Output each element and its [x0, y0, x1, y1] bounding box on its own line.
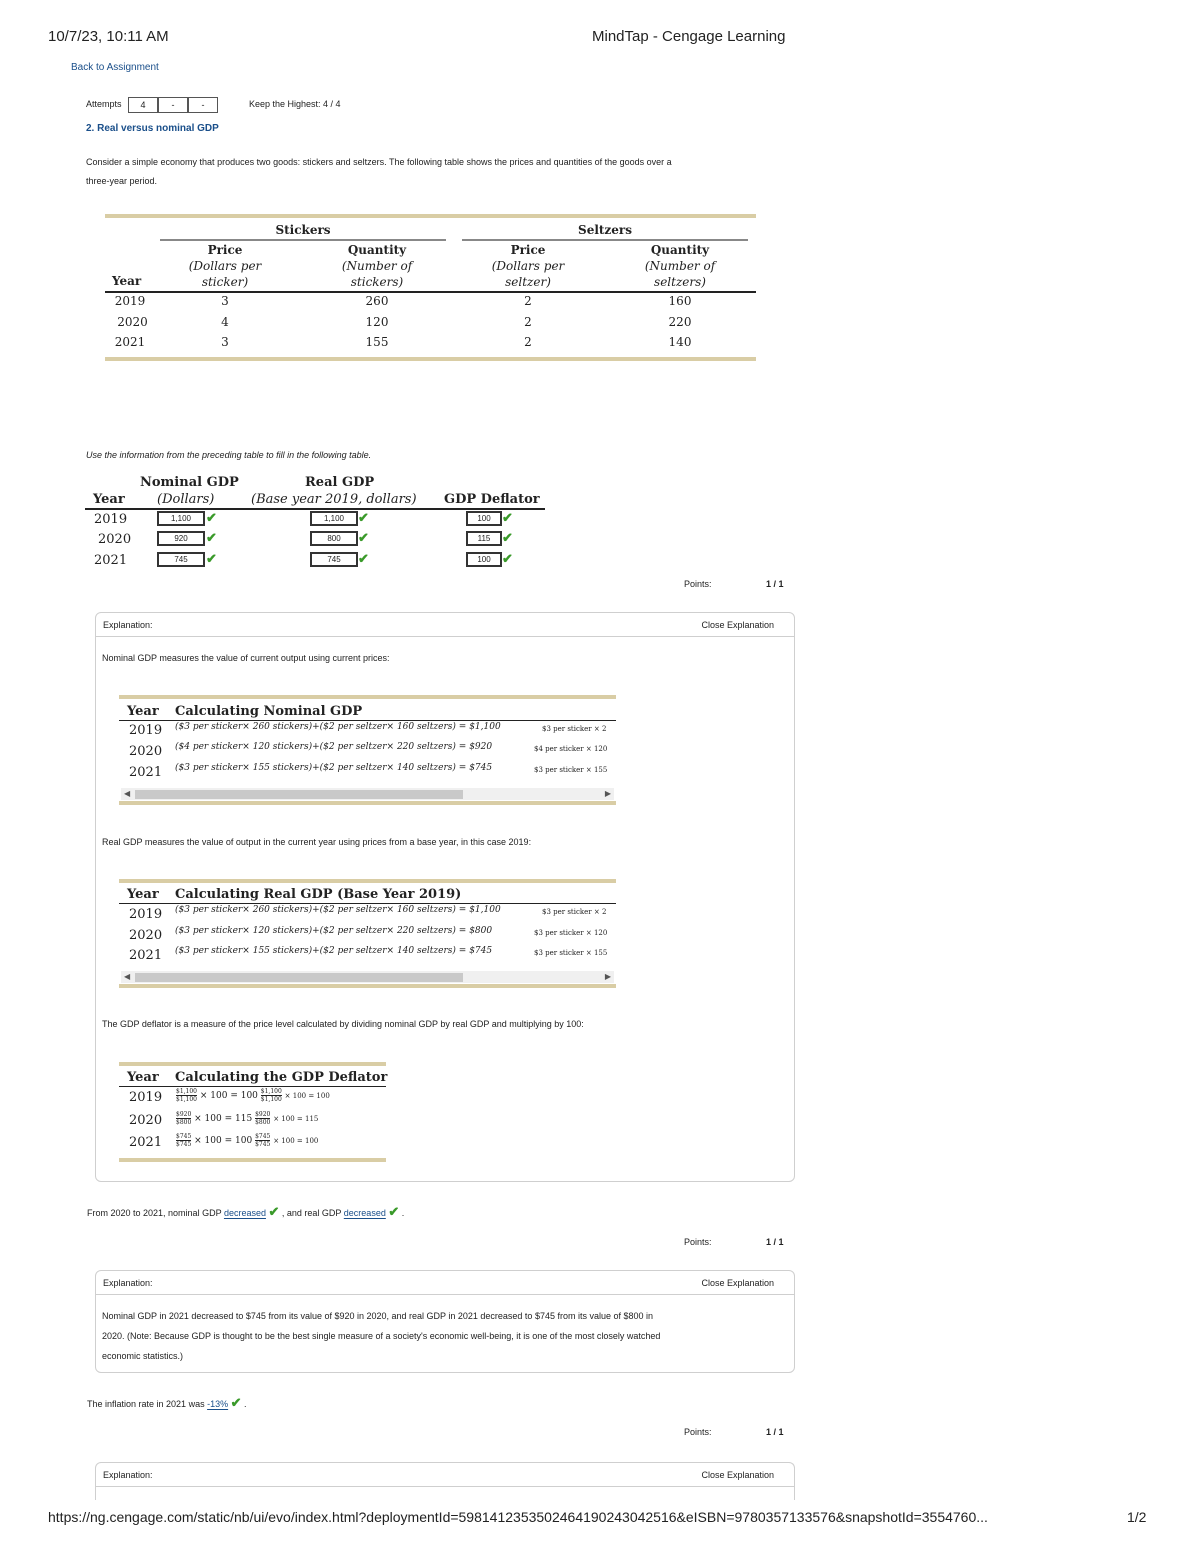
calc-year: 2020: [129, 1113, 163, 1128]
calc-overflow: $3 per sticker × 155: [534, 949, 608, 957]
col-sticker-qty: [317, 242, 437, 290]
table-bottom-rule: [119, 801, 616, 805]
points-label: Points:: [684, 1427, 712, 1437]
real-explanation-text: Real GDP measures the value of output in the current year using prices from a base year, in this case 2019:: [102, 837, 532, 847]
explanation-line: 2020. (Note: Because GDP is thought to be the best single measure of a society's economic well-being, it is one of the most closely watched: [102, 1331, 661, 1341]
table-bottom-rule: [105, 357, 756, 361]
calc-overflow: $3 per sticker × 2: [542, 908, 607, 916]
denominator: $800: [255, 1119, 271, 1126]
explanation-header: [96, 1463, 794, 1487]
table-top-rule: [119, 1062, 386, 1066]
col-real-sub: (Base year 2019, dollars): [251, 492, 417, 507]
col-unit: (Dollars per: [188, 259, 262, 273]
intro-text: [86, 153, 796, 191]
correct-check-icon: ✔: [388, 1204, 400, 1219]
calc-year: 2019: [129, 907, 163, 922]
keep-highest-label: Keep the Highest: 4 / 4: [249, 99, 341, 109]
calc-overflow: $4 per sticker × 120: [534, 745, 608, 753]
header-rule: [119, 720, 616, 721]
col-unit: (Number of: [341, 259, 413, 273]
calc-col-year: Year: [127, 1070, 159, 1085]
col-seltzer-price: [468, 242, 588, 290]
explanation-label: Explanation:: [103, 1278, 153, 1288]
numerator: $920: [255, 1111, 271, 1118]
correct-check-icon: ✔: [358, 552, 369, 567]
q3-prefix: The inflation rate in 2021 was: [87, 1399, 205, 1409]
group-underline: [462, 239, 748, 241]
q3-suffix: .: [244, 1399, 247, 1409]
correct-check-icon: ✔: [230, 1395, 242, 1410]
calc-year: 2019: [129, 723, 163, 738]
page-title: MindTap - Cengage Learning: [592, 28, 786, 45]
numerator: $745: [255, 1133, 271, 1140]
explanation-header: [96, 1271, 794, 1295]
footer-url: https://ng.cengage.com/static/nb/ui/evo/index.html?deploymentId=5981412353502464190243042516&eISBN=9780357133576&snapshotId=3554760...: [48, 1509, 988, 1525]
calc-formula: ($3 per sticker× 155 stickers)+($2 per seltzer× 140 seltzers) = $745: [175, 946, 493, 956]
correct-check-icon: ✔: [206, 552, 217, 567]
cell-seltzer-qty: 160: [668, 294, 692, 308]
correct-check-icon: ✔: [502, 552, 513, 567]
q2-prefix: From 2020 to 2021, nominal GDP: [87, 1208, 222, 1218]
deflator-result: × 100 = 100: [199, 1091, 258, 1101]
horizontal-scrollbar[interactable]: [121, 788, 614, 800]
explanation-panel: [95, 1270, 795, 1373]
real-gdp-input[interactable]: 800: [310, 531, 358, 546]
col-title: Price: [510, 243, 546, 257]
numerator: $920: [176, 1111, 192, 1118]
deflator-formula: [176, 1133, 318, 1148]
attempts-boxes: [128, 97, 218, 113]
calc-year: 2019: [129, 1090, 163, 1105]
col-sticker-price: [165, 242, 285, 290]
fraction: [261, 1088, 282, 1103]
calc-formula: ($4 per sticker× 120 stickers)+($2 per seltzer× 220 seltzers) = $920: [175, 742, 493, 752]
col-year: Year: [112, 274, 142, 288]
cell-seltzer-qty: 220: [668, 315, 692, 329]
header-rule: [105, 291, 756, 293]
gdp-deflator-input[interactable]: 100: [466, 511, 502, 526]
attempts-label: Attempts: [86, 99, 122, 109]
real-gdp-input[interactable]: 745: [310, 552, 358, 567]
cell-sticker-qty: 155: [365, 335, 389, 349]
deflator-result-dup: × 100 = 100: [273, 1137, 319, 1145]
group-underline: [160, 239, 446, 241]
col-title: Quantity: [650, 243, 710, 257]
attempt-box: -: [158, 97, 188, 113]
cell-sticker-price: 3: [221, 335, 229, 349]
col-unit: stickers): [350, 275, 404, 289]
group-header-seltzers: Seltzers: [578, 223, 632, 237]
cell-sticker-qty: 120: [365, 315, 389, 329]
col-unit: seltzer): [505, 275, 551, 289]
col-unit: (Number of: [644, 259, 716, 273]
calc-formula: ($3 per sticker× 120 stickers)+($2 per seltzer× 220 seltzers) = $800: [175, 926, 493, 936]
fraction: [255, 1133, 270, 1148]
scroll-thumb[interactable]: [135, 790, 463, 799]
intro-line: Consider a simple economy that produces two goods: stickers and seltzers. The following table shows the prices and quantities of the goods over a: [86, 157, 672, 167]
explanation-label: Explanation:: [103, 620, 153, 630]
calc-formula: ($3 per sticker× 260 stickers)+($2 per seltzer× 160 seltzers) = $1,100: [175, 905, 501, 915]
calc-col-title: Calculating the GDP Deflator: [175, 1070, 388, 1085]
calc-overflow: $3 per sticker × 155: [534, 766, 608, 774]
correct-check-icon: ✔: [502, 511, 513, 526]
scroll-thumb[interactable]: [135, 973, 463, 982]
correct-check-icon: ✔: [358, 511, 369, 526]
points-label: Points:: [684, 579, 712, 589]
col-deflator-head: GDP Deflator: [444, 492, 540, 507]
table-bottom-rule: [119, 1158, 386, 1162]
horizontal-scrollbar[interactable]: [121, 971, 614, 983]
calc-year: 2020: [129, 744, 163, 759]
deflator-formula: [176, 1111, 318, 1126]
explanation-line: Nominal GDP in 2021 decreased to $745 from its value of $920 in 2020, and real GDP in 2021 decreased to $745 from its value of $800 in: [102, 1311, 654, 1321]
cell-year: 2021: [114, 335, 146, 349]
col-seltzer-qty: [620, 242, 740, 290]
deflator-result-dup: × 100 = 100: [284, 1092, 330, 1100]
close-explanation-link[interactable]: Close Explanation: [701, 1470, 774, 1480]
explanation-body: [102, 1306, 787, 1366]
cell-seltzer-price: 2: [524, 335, 532, 349]
correct-check-icon: ✔: [206, 511, 217, 526]
deflator-result: × 100 = 100: [194, 1136, 253, 1146]
numerator: $1,100: [176, 1088, 197, 1095]
explanation-line: economic statistics.): [102, 1351, 184, 1361]
cell-sticker-qty: 260: [365, 294, 389, 308]
intro-line: three-year period.: [86, 176, 158, 186]
scroll-left-icon[interactable]: ◀: [124, 789, 131, 798]
fraction: [176, 1088, 197, 1103]
explanation-label: Explanation:: [103, 1470, 153, 1480]
denominator: $745: [255, 1141, 271, 1148]
row-year: 2019: [94, 512, 128, 527]
calc-year: 2021: [129, 1135, 163, 1150]
table-top-rule: [105, 214, 756, 218]
calc-col-title: Calculating Nominal GDP: [175, 704, 363, 719]
deflator-result-dup: × 100 = 115: [273, 1115, 319, 1123]
points-value: 1 / 1: [766, 1427, 784, 1437]
cell-year: 2020: [117, 315, 148, 329]
col-nominal-sub: (Dollars): [157, 492, 215, 507]
group-header-stickers: Stickers: [275, 223, 331, 237]
numerator: $745: [176, 1133, 192, 1140]
nominal-gdp-input[interactable]: 920: [157, 531, 205, 546]
row-year: 2021: [94, 553, 128, 568]
col-unit: (Dollars per: [491, 259, 565, 273]
real-gdp-dropdown[interactable]: decreased: [343, 1208, 386, 1218]
calc-formula: ($3 per sticker× 155 stickers)+($2 per seltzer× 140 seltzers) = $745: [175, 763, 493, 773]
scroll-right-icon[interactable]: ▶: [604, 972, 611, 981]
col-unit: sticker): [201, 275, 249, 289]
cell-seltzer-qty: 140: [668, 335, 692, 349]
calc-year: 2020: [129, 928, 163, 943]
cell-sticker-price: 4: [221, 315, 229, 329]
attempt-box: -: [188, 97, 218, 113]
attempt-box: 4: [128, 97, 158, 113]
points-value: 1 / 1: [766, 579, 784, 589]
table-top-rule: [119, 695, 616, 699]
col-title: Price: [207, 243, 243, 257]
calc-col-year: Year: [127, 887, 159, 902]
correct-check-icon: ✔: [358, 531, 369, 546]
nominal-gdp-input[interactable]: 1,100: [157, 511, 205, 526]
back-to-assignment-link[interactable]: Back to Assignment: [71, 62, 159, 73]
col-title: Quantity: [347, 243, 407, 257]
cell-sticker-price: 3: [221, 294, 229, 308]
cell-year: 2019: [114, 294, 146, 308]
points-label: Points:: [684, 1237, 712, 1247]
denominator: $800: [176, 1119, 192, 1126]
table2-instruction: Use the information from the preceding table to fill in the following table.: [86, 450, 372, 460]
denominator: $1,100: [260, 1096, 282, 1103]
correct-check-icon: ✔: [502, 531, 513, 546]
calc-year: 2021: [129, 765, 163, 780]
calc-overflow: $3 per sticker × 2: [542, 725, 607, 733]
explanation-header: [96, 613, 794, 637]
header-rule: [119, 1086, 386, 1087]
nominal-explanation-text: Nominal GDP measures the value of current output using current prices:: [102, 653, 390, 663]
col-unit: seltzers): [654, 275, 706, 289]
correct-check-icon: ✔: [268, 1204, 280, 1219]
fraction: [176, 1133, 191, 1148]
deflator-formula: [176, 1088, 330, 1103]
fraction: [176, 1111, 191, 1126]
cell-seltzer-price: 2: [524, 315, 532, 329]
print-datetime: 10/7/23, 10:11 AM: [48, 28, 169, 45]
question-2: [87, 1205, 404, 1218]
calc-col-title: Calculating Real GDP (Base Year 2019): [175, 887, 462, 902]
nominal-gdp-input[interactable]: 745: [157, 552, 205, 567]
scroll-left-icon[interactable]: ◀: [124, 972, 131, 981]
denominator: $1,100: [176, 1096, 197, 1103]
row-year: 2020: [98, 532, 132, 547]
denominator: $745: [176, 1141, 192, 1148]
col-year: Year: [93, 492, 125, 507]
scroll-right-icon[interactable]: ▶: [604, 789, 611, 798]
question-3: [87, 1396, 247, 1409]
gdp-deflator-input[interactable]: 100: [466, 552, 502, 567]
gdp-deflator-input[interactable]: 115: [466, 531, 502, 546]
q2-middle: , and real GDP: [281, 1208, 342, 1218]
table-top-rule: [119, 879, 616, 883]
close-explanation-link[interactable]: Close Explanation: [701, 1278, 774, 1288]
real-gdp-input[interactable]: 1,100: [310, 511, 358, 526]
cell-seltzer-price: 2: [524, 294, 532, 308]
calc-year: 2021: [129, 948, 163, 963]
q2-suffix: .: [401, 1208, 405, 1218]
deflator-explanation-text: The GDP deflator is a measure of the price level calculated by dividing nominal GDP by real GDP and multiplying by 100:: [102, 1019, 584, 1029]
fraction: [255, 1111, 270, 1126]
deflator-result: × 100 = 115: [194, 1114, 253, 1124]
calc-formula: ($3 per sticker× 260 stickers)+($2 per seltzer× 160 seltzers) = $1,100: [175, 722, 501, 732]
points-value: 1 / 1: [766, 1237, 784, 1247]
footer-bar: [0, 1500, 1200, 1553]
col-nominal-head: Nominal GDP: [140, 475, 239, 490]
header-rule: [85, 508, 545, 510]
col-real-head: Real GDP: [305, 475, 375, 490]
numerator: $1,100: [260, 1088, 282, 1095]
close-explanation-link[interactable]: Close Explanation: [701, 620, 774, 630]
header-rule: [119, 903, 616, 904]
calc-col-year: Year: [127, 704, 159, 719]
table-bottom-rule: [119, 984, 616, 988]
explanation-panel: [95, 612, 795, 1182]
calc-overflow: $3 per sticker × 120: [534, 929, 608, 937]
correct-check-icon: ✔: [206, 531, 217, 546]
question-title: 2. Real versus nominal GDP: [86, 123, 219, 134]
inflation-rate-dropdown[interactable]: -13%: [207, 1399, 229, 1409]
nominal-gdp-dropdown[interactable]: decreased: [223, 1208, 266, 1218]
footer-page-number: 1/2: [1127, 1509, 1147, 1525]
